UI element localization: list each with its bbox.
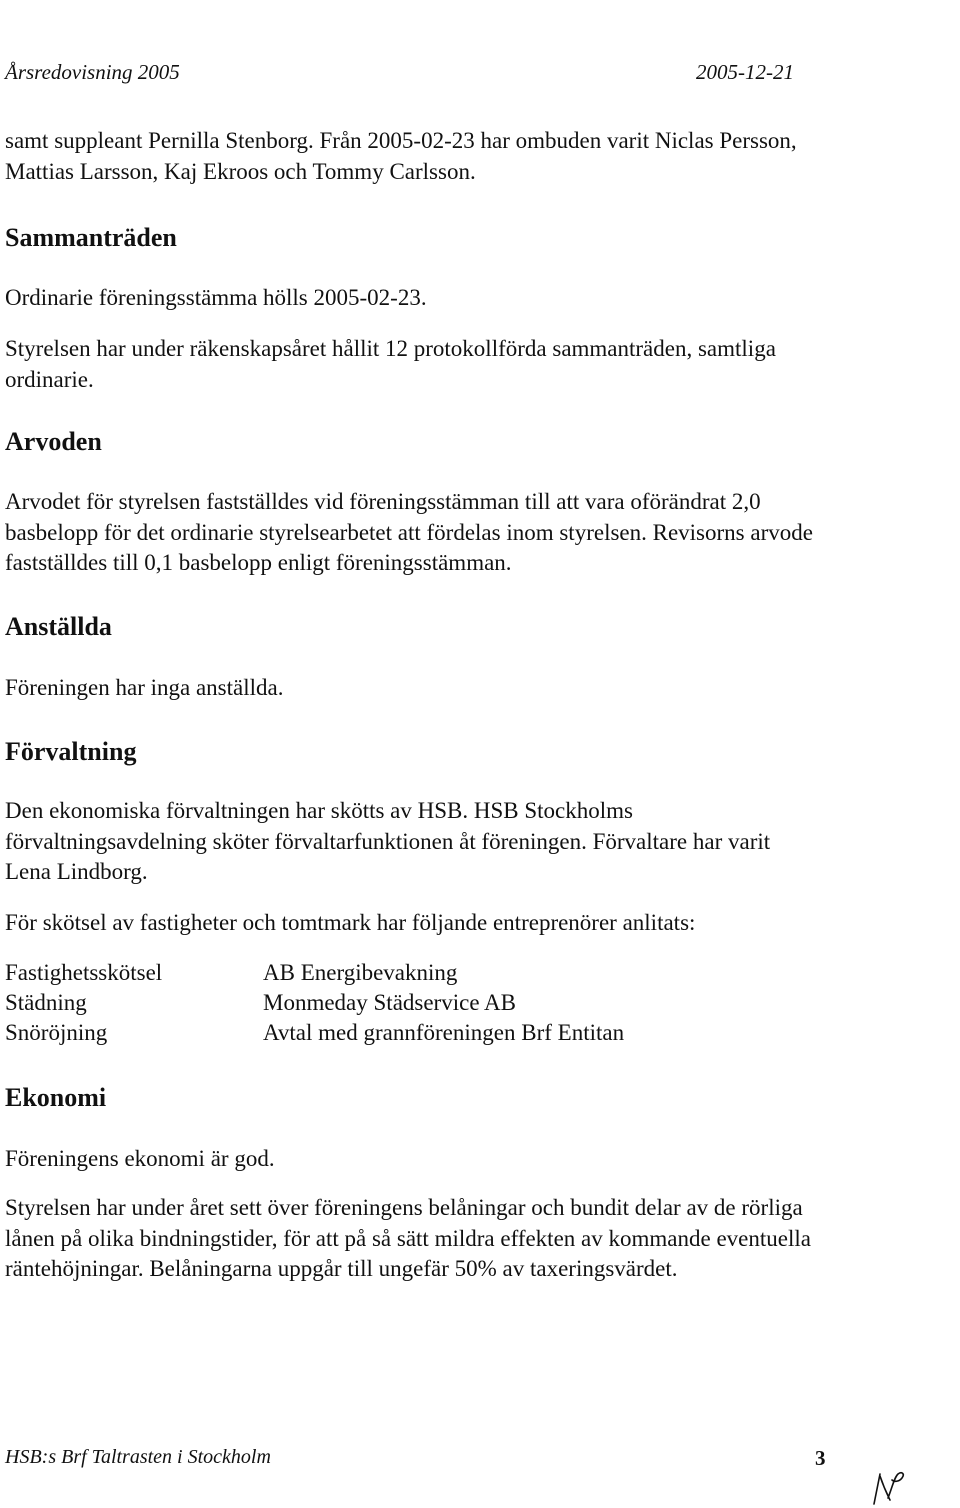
sammantraden-paragraph-2: Styrelsen har under räkenskapsåret hållit 12 protokollförda sammanträden, samtliga ordinarie. [5, 336, 776, 392]
contractor-provider: Monmeday Städservice AB [263, 990, 516, 1015]
contractor-service: Städning [5, 990, 87, 1015]
arvoden-paragraph: Arvodet för styrelsen fastställdes vid föreningsstämman till att vara oförändrat 2,0 basbelopp för det ordinarie styrelsearbetet att fördelas inom styrelsen. Revisorns arvode fastställdes till 0,1 basbelopp enligt föreningsstämman. [5, 489, 813, 575]
contractor-provider: Avtal med grannföreningen Brf Entitan [263, 1020, 625, 1045]
header-title: Årsredovisning 2005 [5, 60, 180, 84]
contractor-service: Snöröjning [5, 1020, 108, 1045]
ekonomi-paragraph-2: Styrelsen har under året sett över föreningens belåningar och bundit delar av de rörliga lånen på olika bindningstider, för att på så sätt mildra effekten av kommande eventuella räntehöjningar. Belåningarna uppgår till ungefär 50% av taxeringsvärdet. [5, 1195, 811, 1281]
footer-organization: HSB:s Brf Taltrasten i Stockholm [5, 1446, 271, 1468]
handwritten-initials-signature [868, 1468, 908, 1506]
page-number: 3 [815, 1446, 826, 1470]
forvaltning-paragraph-2: För skötsel av fastigheter och tomtmark har följande entreprenörer anlitats: [5, 910, 696, 935]
heading-forvaltning: Förvaltning [5, 737, 137, 766]
contractor-provider: AB Energibevakning [263, 960, 458, 985]
heading-anstallda: Anställda [5, 612, 112, 641]
heading-arvoden: Arvoden [5, 427, 102, 456]
heading-sammantraden: Sammanträden [5, 223, 177, 252]
forvaltning-paragraph-1: Den ekonomiska förvaltningen har skötts av HSB. HSB Stockholms förvaltningsavdelning sköter förvaltarfunktionen åt föreningen. Förvaltare har varit Lena Lindborg. [5, 798, 771, 884]
heading-ekonomi: Ekonomi [5, 1083, 107, 1112]
contractor-services [5, 958, 162, 1048]
anstallda-paragraph: Föreningen har inga anställda. [5, 675, 284, 700]
intro-paragraph: samt suppleant Pernilla Stenborg. Från 2005-02-23 har ombuden varit Niclas Persson, Mattias Larsson, Kaj Ekroos och Tommy Carlsson. [5, 128, 797, 184]
sammantraden-paragraph-1: Ordinarie föreningsstämma hölls 2005-02-23. [5, 285, 427, 310]
contractor-providers [263, 958, 624, 1048]
contractor-service: Fastighetsskötsel [5, 960, 163, 985]
ekonomi-paragraph-1: Föreningens ekonomi är god. [5, 1146, 275, 1171]
header-date: 2005-12-21 [696, 60, 794, 84]
